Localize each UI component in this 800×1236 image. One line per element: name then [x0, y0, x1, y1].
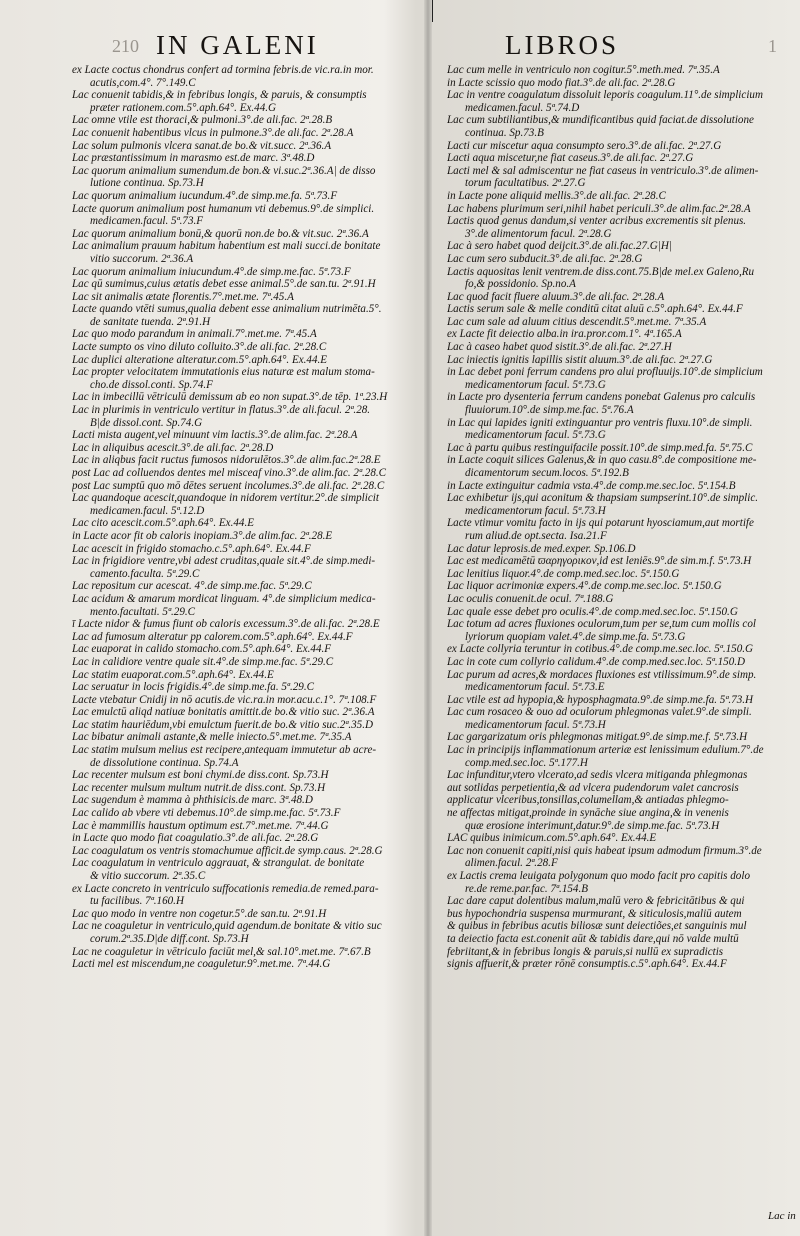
index-entry-line: Lac qū sumimus,cuius ætatis debet esse animal.5°.de san.tu. 2ª.91.H	[72, 278, 376, 291]
index-entry-line: Lac ne coaguletur in vētriculo faciūt mel,& sal.10°.met.me. 7ª.67.B	[72, 945, 371, 958]
index-entry-line: in Lacte pone aliquid mellis.3°.de ali.fac. 2ª.28.C	[447, 189, 666, 202]
index-entry-line: torum facultatibus. 2ª.27.G	[465, 177, 586, 190]
index-entry-line: Lac quale esse debet pro oculis.4°.de comp.med.sec.loc. 5ª.150.G	[447, 605, 738, 618]
index-entry-line: febriitant,& in febribus longis & paruis,si nullū ex supradictis	[447, 945, 724, 958]
index-entry-line: Lac vtile est ad hypopia,& hyposphagmata.9°.de simp.me.fa. 5ª.73.H	[447, 693, 754, 706]
index-entry-line: mento.facultati. 5ª.29.C	[90, 605, 196, 618]
index-entry-line: Lac à partu quibus restinguifacile possit.10°.de simp.med.fa. 5ª.75.C	[447, 441, 753, 454]
index-entry-line: Lac lenitius liquor.4°.de comp.med.sec.loc. 5ª.150.G	[447, 567, 680, 580]
index-entry-line: Lac cum subtiliantibus,& mundificantibus quid faciat.de dissolutione	[447, 114, 754, 127]
index-entry-line: Lac exhibetur ijs,qui aconitum & thapsiam sumpserint.10°.de simplic.	[447, 492, 759, 505]
index-entry-line: Lac iniectis ignitis lapillis sistit aluum.3°.de ali.fac. 2ª.27.G	[447, 353, 713, 366]
index-entry-line: in Lacte quo modo fiat coagulatio.3°.de ali.fac. 2ª.28.G	[72, 832, 319, 845]
index-entry-line: in Lacte scissio quo modo fiat.3°.de ali.fac. 2ª.28.G	[447, 76, 676, 89]
index-entry-line: LAC quibus inimicum.com.5°.aph.64°. Ex.44.E	[447, 832, 657, 845]
index-entry-line: Lac habens plurimum seri,nihil habet periculi.3°.de alim.fac.2ª.28.A	[447, 202, 751, 215]
index-entry-line: Lacti cur miscetur aqua consumpto sero.3°.de ali.fac. 2ª.27.G	[447, 139, 722, 152]
index-entry-line: medicamentorum facul. 5ª.73.H	[465, 718, 606, 731]
index-entry-line: Lac à caseo habet quod sistit.3°.de ali.fac. 2ª.27.H	[447, 341, 672, 354]
index-entry-line: Lac cum sero subducit.3°.de ali.fac. 2ª.28.G	[447, 252, 643, 265]
index-entry-line: in Lacte pro dysenteria ferrum candens ponebat Galenus pro calculis	[447, 391, 756, 404]
index-entry-line: Lac euaporat in calido stomacho.com.5°.aph.64°. Ex.44.F	[72, 643, 332, 656]
index-entry-line: dicamentorum secum.locos. 5ª.192.B	[465, 467, 629, 479]
index-entry-line: comp.med.sec.loc. 5ª.177.H	[465, 756, 588, 769]
index-entry-line: re.de reme.par.fac. 7ª.154.B	[465, 882, 589, 895]
index-entry-line: & vitio succorum. 2ª.35.C	[90, 870, 206, 882]
index-entry-line: Lac quorum animalium iniucundum.4°.de simp.me.fac. 5ª.73.F	[72, 265, 351, 278]
index-entry-line: ex Lactis crema leuigata polygonum quo modo facit pro capitis dolo	[447, 870, 750, 882]
index-entry-line: in Lacte coquit silices Galenus,& in quo casu.8°.de compositione me-	[447, 454, 757, 467]
index-entry-line: Lac statim hauriēdum,vbi emulctum fuerit.de bo.& vitio suc.2ª.35.D	[72, 718, 374, 731]
index-entry-line: Lac in aliquibus acescit.3°.de ali.fac. 2ª.28.D	[72, 441, 274, 454]
index-entry-line: ex Lacte fit deiectio alba.in ira.pror.com.1°. 4ª.165.A	[447, 328, 682, 341]
index-entry-line: Lacte quorum animalium post humanum vti debemus.9°.de simplici.	[72, 202, 375, 215]
index-entry-line: Lac quorum animalium bonū,& quorū non.de bo.& vit.suc. 2ª.36.A	[72, 227, 369, 240]
index-entry-line: Lac sugendum è mamma à phthisicis.de marc. 3ª.48.D	[72, 794, 313, 807]
index-entry-line: medicamentorum facul. 5ª.73.G	[465, 429, 606, 442]
index-entry-line: ne affectas mitigat,proinde in synāche siue angina,& in venenis	[447, 807, 729, 820]
index-entry-line: Lac sit animalis ætate florentis.7°.met.me. 7ª.45.A	[72, 290, 294, 303]
index-entry-line: Lactis quod genus dandum,si venter acribus excrementis sit plenus.	[447, 215, 747, 228]
catchword: Lac in	[768, 1210, 796, 1222]
index-entry-line: acutis,com.4°. 7°.149.C	[90, 76, 196, 89]
index-entry-line: Lac solum pulmonis vlcera sanat.de bo.& vit.succ. 2ª.36.A	[72, 139, 332, 152]
index-entry-line: Lac in plurimis in ventriculo vertitur in flatus.3°.de ali.facul. 2ª.28.	[72, 404, 371, 417]
index-entry-line: Lac calido ab vbere vti debemus.10°.de simp.me.fac. 5ª.73.F	[72, 807, 341, 820]
index-entry-line: Lac præstantissimum in marasmo est.de marc. 3ª.48.D	[72, 152, 315, 165]
index-entry-line: Lac ad fumosum alteratur pp calorem.com.5°.aph.64°. Ex.44.F	[72, 630, 353, 643]
index-entry-line: Lac cum sale ad aluum citius descendit.5°.met.me. 7ª.35.A	[447, 315, 707, 328]
index-entry-line: Lac emulctū aliqd natiuæ bonitatis amittit.de bo.& vitio suc. 2ª.36.A	[72, 706, 375, 719]
index-entry-line: Lac repositum cur acescat. 4°.de simp.me.fac. 5ª.29.C	[72, 580, 312, 593]
index-entry-line: Lac recenter mulsum multum nutrit.de diss.cont. Sp.73.H	[72, 781, 326, 794]
index-entry-line: medicamentorum facul. 5ª.73.G	[465, 378, 606, 391]
index-entry-line: Lac datur leprosis.de med.exper. Sp.106.D	[447, 542, 636, 555]
index-entry-line: lyriorum quopiam valet.4°.de simp.me.fa. 5ª.73.G	[465, 630, 686, 643]
index-entry-line: cho.de dissol.conti. Sp.74.F	[90, 378, 213, 391]
index-entry-line: Lac recenter mulsum est boni chymi.de diss.cont. Sp.73.H	[72, 769, 329, 782]
index-entry-line: Lac quod facit fluere aluum.3°.de ali.fac. 2ª.28.A	[447, 290, 665, 303]
index-entry-line: camento.faculta. 5ª.29.C	[90, 567, 200, 580]
index-entry-line: 3°.de alimentorum facul. 2ª.28.G	[465, 227, 612, 240]
index-entry-line: Lac statim mulsum melius est recipere,antequam immutetur ab acre-	[72, 744, 377, 757]
index-entry-line: Lactis aquositas lenit ventrem.de diss.cont.75.B|de mel.ex Galeno,Ru	[447, 265, 755, 278]
index-entry-line: Lac è mammillis haustum optimum est.7°.met.me. 7ª.44.G	[72, 819, 329, 832]
index-entry-line: Lac in imbecillū vētriculū demissum ab eo non supat.3°.de tēp. 1ª.23.H	[72, 391, 388, 404]
index-entry-line: Lac est medicamētū ϖαρηγορικον,id est leniēs.9°.de sim.m.f. 5ª.73.H	[447, 555, 752, 568]
index-entry-line: medicamentorum facul. 5ª.73.H	[465, 504, 606, 517]
index-entry-line: Lac in frigidiore ventre,vbi adest cruditas,quale sit.4°.de simp.medi-	[72, 555, 376, 568]
index-entry-line: ex Lacte coctus chondrus confert ad tormina febris.de vic.ra.in mor.	[72, 64, 374, 76]
index-entry-line: Lac conuenit habentibus vlcus in pulmone.3°.de ali.fac. 2ª.28.A	[72, 126, 354, 139]
index-entry-line: Lac à sero habet quod deijcit.3°.de ali.fac.27.G|H|	[447, 240, 672, 253]
index-entry-line: Lac totum ad acres fluxiones oculorum,tum per se,tum cum mollis col	[447, 618, 756, 631]
index-entry-line: lutione continua. Sp.73.H	[90, 177, 204, 190]
index-entry-line: Lac gargarizatum oris phlegmonas mitigat.9°.de simp.me.f. 5ª.73.H	[447, 731, 748, 744]
index-entry-line: Lac bibatur animali astante,& melle iniecto.5°.met.me. 7ª.35.A	[72, 731, 352, 744]
book-gutter	[424, 0, 432, 1236]
index-entry-line: Lac omne vtile est thoraci,& pulmoni.3°.de ali.fac. 2ª.28.B	[72, 114, 333, 127]
index-entry-line: medicamentorum facul. 5ª.73.E	[465, 681, 605, 694]
index-entry-line: Lac seruatur in locis frigidis.4°.de simp.me.fa. 5ª.29.C	[72, 681, 315, 694]
index-entry-line: Lacte quando vtēti sumus,qualia debent esse animalium nutrimēta.5°.	[72, 303, 382, 316]
index-entry-line: Lac acidum & amarum mordicat linguam. 4°.de simplicium medica-	[72, 592, 376, 605]
index-entry-line: in Lac debet poni ferrum candens pro alui profluuijs.10°.de simplicium	[447, 366, 763, 379]
index-entry-line: continua. Sp.73.B	[465, 126, 544, 139]
index-entry-line: Lac cito acescit.com.5°.aph.64°. Ex.44.E	[72, 517, 255, 530]
running-head-right: LIBROS	[505, 30, 620, 60]
index-entry-line: medicamen.facul. 5ª.12.D	[90, 504, 205, 517]
index-entry-line: Lac oculis conuenit.de ocul. 7ª.188.G	[447, 592, 614, 605]
index-entry-line: Lac animalium prauum habitum habentium est mali succi.de bonitate	[72, 240, 381, 253]
folio-left: 210	[112, 36, 139, 56]
index-entry-line: Lac cum rosaceo & ouo ad oculorum phlegmonas valet.9°.de simpli.	[447, 706, 752, 719]
index-entry-line: Lac quo modo parandum in animali.7°.met.me. 7ª.45.A	[72, 328, 317, 341]
index-entry-line: Lac quo modo in ventre non cogetur.5°.de san.tu. 2ª.91.H	[72, 907, 327, 920]
running-head-left: IN GALENI	[156, 30, 319, 60]
index-entry-line: in Lac qui lapides igniti extinguantur pro ventris fluxu.10°.de simpli.	[447, 416, 753, 429]
index-entry-line: applicatur vlceribus,tonsillas,columellam,& antiadas phlegmo-	[447, 794, 729, 807]
index-entry-line: Lac in principijs inflammationum arteriæ est lenissimum edulium.7°.de	[447, 744, 764, 757]
folio-right: 1	[768, 36, 777, 56]
index-entry-line: Lac quorum animalium sumendum.de bon.& vi.suc.2ª.36.A| de disso	[72, 164, 376, 177]
index-entry-line: Lac in aliqbus facit ructus fumosos nidorulētos.3°.de alim.fac.2ª.28.E	[72, 454, 381, 467]
index-entry-line: ex Lacte collyria teruntur in cotibus.4°.de comp.me.sec.loc. 5ª.150.G	[447, 643, 754, 656]
index-entry-line: ex Lacte concreto in ventriculo suffocationis remedia.de remed.para-	[72, 882, 379, 895]
index-entry-line: rum aliud.de opt.secta. Isa.21.F	[465, 529, 607, 542]
index-entry-line: Lac coagulatum in ventriculo aggrauat, & strangulat. de bonitate	[72, 857, 365, 870]
index-entry-line: de sanitate tuenda. 2ª.91.H	[90, 315, 211, 328]
index-entry-line: fo,& possidonio. Sp.no.A	[465, 278, 576, 291]
index-entry-line: vitio succorum. 2ª.36.A	[90, 252, 194, 265]
index-entry-line: Lac non conuenit capiti,nisi quis habeat ipsum admodum firmum.3°.de	[447, 844, 762, 857]
index-entry-line: corum.2ª.35.D|de diff.cont. Sp.73.H	[90, 932, 249, 945]
index-entry-line: Lac ne coaguletur in ventriculo,quid agendum.de bonitate & vitio suc	[72, 920, 382, 933]
index-entry-line: aut sotlidas perpetientia,& ad vlcera pudendorum valet cancrosis	[447, 781, 739, 794]
index-entry-line: Lacti mel est miscendum,ne coaguletur.9°.met.me. 7ª.44.G	[72, 958, 331, 971]
index-entry-line: Lac propter velocitatem immutationis eius naturæ est malum stoma-	[72, 366, 375, 379]
index-entry-line: Lacte vtimur vomitu facto in ijs qui potarunt hyosciamum,aut mortife	[447, 517, 754, 530]
index-entry-line: post Lac ad colluendos dentes mel misceaf vino.3°.de alim.fac. 2ª.28.C	[72, 467, 387, 479]
index-entry-line: Lac purum ad acres,& mordaces fluxiones est vtilissimum.9°.de simp.	[447, 668, 757, 681]
index-entry-line: B|de dissol.cont. Sp.74.G	[90, 416, 203, 429]
index-entry-line: bus hypochondria suspensa murmurant, & siticulosis,maliū autem	[447, 907, 742, 920]
index-entry-line: Lac infunditur,vtero vlcerato,ad sedis vlcera mitiganda phlegmonas	[447, 769, 748, 782]
index-entry-line: Lac cum melle in ventriculo non cogitur.5°.meth.med. 7ª.35.A	[447, 64, 720, 76]
index-entry-line: Lac in calidiore ventre quale sit.4°.de simp.me.fac. 5ª.29.C	[72, 655, 334, 668]
index-entry-line: Lacti mista augent,vel minuunt vim lactis.3°.de alim.fac. 2ª.28.A	[72, 429, 358, 442]
index-entry-line: Lac duplici alteratione alteratur.com.5°.aph.64°. Ex.44.E	[72, 353, 328, 366]
index-entry-line: Lactis serum sale & melle conditū citat aluū c.5°.aph.64°. Ex.44.F	[447, 303, 743, 316]
index-entry-line: Lac in ventre coagulatum dissoluit leporis coagulum.11°.de simplicium	[447, 89, 763, 102]
index-entry-line: Lac in cote cum collyrio calidum.4°.de comp.med.sec.loc. 5ª.150.D	[447, 655, 746, 668]
index-entry-line: signis affuerit,& præter rōnē consumptis.c.5°.aph.64°. Ex.44.F	[447, 958, 727, 971]
index-entry-line: tu facilibus. 7ª.160.H	[90, 895, 184, 908]
index-entry-line: Lac quandoque acescit,quandoque in nidorem vertitur.2°.de simplicit	[72, 492, 379, 505]
index-entry-line: post Lac sumptū quo mō dētes seruent incolumes.3°.de ali.fac. 2ª.28.C	[72, 479, 385, 492]
index-entry-line: in Lacte extinguitur cadmia vsta.4°.de comp.me.sec.loc. 5ª.154.B	[447, 479, 736, 492]
index-entry-line: alimen.facul. 2ª.28.F	[465, 857, 558, 870]
index-entry-line: Lacte sumpto os vino diluto colluito.3°.de ali.fac. 2ª.28.C	[72, 341, 327, 354]
index-entry-line: Lac coagulatum os ventris stomachumue afficit.de symp.caus. 2ª.28.G	[72, 844, 383, 857]
index-column-left	[72, 64, 418, 971]
index-entry-line: quæ erosione interimunt,datur.9°.de simp.me.fac. 5ª.73.H	[465, 819, 720, 832]
index-entry-line: & quibus in febribus acutis biliosæ sunt deiectiões,et sanguinis mul	[447, 920, 747, 933]
index-entry-line: ta deiectio facta est.conenit aūt & tabidis dare,qui nō valde multū	[447, 932, 739, 945]
index-entry-line: præter rationem.com.5°.aph.64°. Ex.44.G	[90, 101, 277, 114]
index-entry-line: Lac quorum animalium iucundum.4°.de simp.me.fa. 5ª.73.F	[72, 189, 338, 202]
index-entry-line: Lac acescit in frigido stomacho.c.5°.aph.64°. Ex.44.F	[72, 542, 311, 555]
index-entry-line: Lac dare caput dolentibus malum,malū vero & febricitātibus & qui	[447, 895, 745, 908]
index-entry-line: in Lacte acor fit ob caloris inopiam.3°.de alim.fac. 2ª.28.E	[72, 529, 333, 542]
index-entry-line: Lacte vtebatur Cnidij in nō acutis.de vic.ra.in mor.acu.c.1°. 7ª.108.F	[72, 693, 377, 706]
index-entry-line: ī Lacte nidor & fumus fiunt ob caloris excessum.3°.de ali.fac. 2ª.28.E	[72, 618, 380, 631]
index-entry-line: Lac conuenit tabidis,& in febribus longis, & paruis, & consumptis	[72, 89, 367, 102]
index-entry-line: Lac statim euaporat.com.5°.aph.64°. Ex.44.E	[72, 668, 274, 681]
index-column-right	[447, 64, 797, 971]
index-entry-line: medicamen.facul. 5ª.73.F	[90, 215, 204, 228]
index-entry-line: fluuiorum.10°.de simp.me.fac. 5ª.76.A	[465, 404, 634, 417]
index-entry-line: Lacti mel & sal admiscentur ne fiat caseus in ventriculo.3°.de alimen-	[447, 164, 759, 177]
top-rule-mark	[432, 0, 433, 22]
index-entry-line: medicamen.facul. 5ª.74.D	[465, 101, 580, 114]
index-entry-line: Lac liquor acrimoniæ expers.4°.de comp.me.sec.loc. 5ª.150.G	[447, 580, 722, 593]
index-entry-line: de dissolutione continua. Sp.74.A	[90, 756, 239, 769]
index-entry-line: Lacti aqua miscetur,ne fiat caseus.3°.de ali.fac. 2ª.27.G	[447, 152, 694, 165]
